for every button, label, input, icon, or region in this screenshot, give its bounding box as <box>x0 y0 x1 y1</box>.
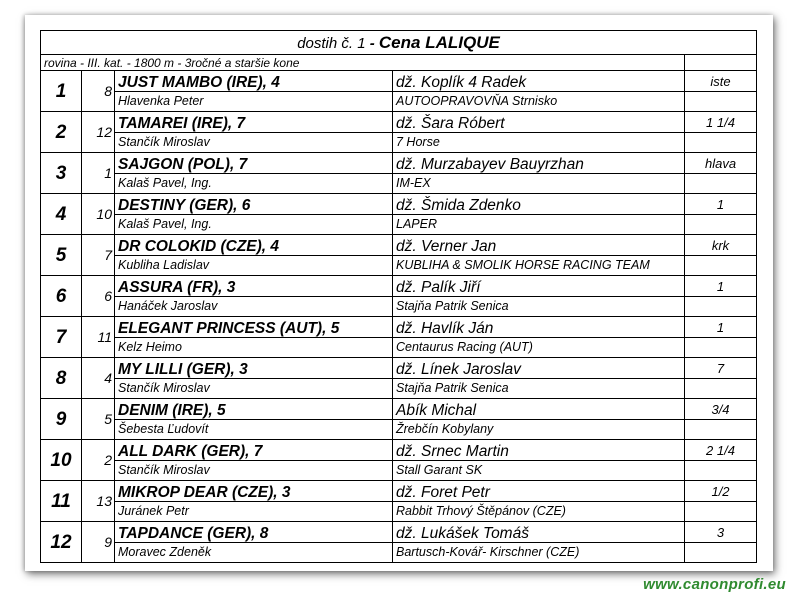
finish-margin: hlava <box>685 153 757 174</box>
trainer-name: Juránek Petr <box>115 502 393 522</box>
jockey-name: dž. Šmida Zdenko <box>393 194 685 215</box>
finish-position: 1 <box>41 71 82 112</box>
owner-name: Centaurus Racing (AUT) <box>393 338 685 358</box>
empty-cell <box>685 55 757 71</box>
finish-margin: iste <box>685 71 757 92</box>
owner-name: Žrebčín Kobylany <box>393 420 685 440</box>
horse-name: MY LILLI (GER), 3 <box>115 358 393 379</box>
empty-cell <box>685 461 757 481</box>
result-subrow <box>41 92 757 112</box>
result-subrow <box>41 133 757 153</box>
finish-margin: 3/4 <box>685 399 757 420</box>
trainer-name: Moravec Zdeněk <box>115 543 393 563</box>
starting-number: 5 <box>82 399 115 440</box>
starting-number: 8 <box>82 71 115 112</box>
empty-cell <box>685 502 757 522</box>
race-conditions: rovina - III. kat. - 1800 m - 3ročné a staršie kone <box>41 55 685 71</box>
result-subrow <box>41 215 757 235</box>
finish-margin: 1/2 <box>685 481 757 502</box>
starting-number: 13 <box>82 481 115 522</box>
owner-name: Rabbit Trhový Štěpánov (CZE) <box>393 502 685 522</box>
finish-margin: 7 <box>685 358 757 379</box>
owner-name: Bartusch-Kovář- Kirschner (CZE) <box>393 543 685 563</box>
result-row <box>41 71 757 92</box>
empty-cell <box>685 215 757 235</box>
empty-cell <box>685 338 757 358</box>
finish-position: 2 <box>41 112 82 153</box>
result-subrow <box>41 420 757 440</box>
result-row <box>41 399 757 420</box>
result-subrow <box>41 502 757 522</box>
horse-name: TAPDANCE (GER), 8 <box>115 522 393 543</box>
owner-name: KUBLIHA & SMOLIK HORSE RACING TEAM <box>393 256 685 276</box>
owner-name: Stall Garant SK <box>393 461 685 481</box>
horse-name: DR COLOKID (CZE), 4 <box>115 235 393 256</box>
finish-margin: 2 1/4 <box>685 440 757 461</box>
starting-number: 1 <box>82 153 115 194</box>
horse-name: ALL DARK (GER), 7 <box>115 440 393 461</box>
starting-number: 9 <box>82 522 115 563</box>
empty-cell <box>685 174 757 194</box>
starting-number: 6 <box>82 276 115 317</box>
result-row <box>41 276 757 297</box>
empty-cell <box>685 543 757 563</box>
race-number: dostih č. 1 <box>297 35 366 52</box>
jockey-name: dž. Lukášek Tomáš <box>393 522 685 543</box>
jockey-name: dž. Murzabayev Bauyrzhan <box>393 153 685 174</box>
owner-name: IM-EX <box>393 174 685 194</box>
finish-position: 5 <box>41 235 82 276</box>
starting-number: 7 <box>82 235 115 276</box>
finish-position: 6 <box>41 276 82 317</box>
result-row <box>41 440 757 461</box>
race-conditions-row <box>41 55 757 71</box>
trainer-name: Hanáček Jaroslav <box>115 297 393 317</box>
finish-position: 12 <box>41 522 82 563</box>
horse-name: TAMAREI (IRE), 7 <box>115 112 393 133</box>
starting-number: 12 <box>82 112 115 153</box>
owner-name: 7 Horse <box>393 133 685 153</box>
finish-position: 10 <box>41 440 82 481</box>
trainer-name: Stančík Miroslav <box>115 379 393 399</box>
result-row <box>41 358 757 379</box>
empty-cell <box>685 379 757 399</box>
owner-name: Stajňa Patrik Senica <box>393 379 685 399</box>
horse-name: SAJGON (POL), 7 <box>115 153 393 174</box>
finish-position: 4 <box>41 194 82 235</box>
trainer-name: Kalaš Pavel, Ing. <box>115 215 393 235</box>
title-dash: - <box>365 35 379 52</box>
owner-name: AUTOOPRAVOVŇA Strnisko <box>393 92 685 112</box>
result-row <box>41 522 757 543</box>
finish-margin: 3 <box>685 522 757 543</box>
watermark-text: www.canonprofi.eu <box>643 576 786 593</box>
empty-cell <box>685 92 757 112</box>
result-row <box>41 235 757 256</box>
owner-name: Stajňa Patrik Senica <box>393 297 685 317</box>
finish-position: 7 <box>41 317 82 358</box>
result-subrow <box>41 543 757 563</box>
empty-cell <box>685 420 757 440</box>
finish-margin: 1 1/4 <box>685 112 757 133</box>
trainer-name: Kubliha Ladislav <box>115 256 393 276</box>
horse-name: ASSURA (FR), 3 <box>115 276 393 297</box>
race-name: Cena LALIQUE <box>378 33 500 52</box>
result-subrow <box>41 338 757 358</box>
horse-name: JUST MAMBO (IRE), 4 <box>115 71 393 92</box>
result-row <box>41 481 757 502</box>
trainer-name: Kelz Heimo <box>115 338 393 358</box>
jockey-name: dž. Srnec Martin <box>393 440 685 461</box>
jockey-name: Abík Michal <box>393 399 685 420</box>
starting-number: 2 <box>82 440 115 481</box>
finish-margin: 1 <box>685 276 757 297</box>
finish-position: 9 <box>41 399 82 440</box>
finish-margin: 1 <box>685 194 757 215</box>
jockey-name: dž. Koplík 4 Radek <box>393 71 685 92</box>
jockey-name: dž. Palík Jiří <box>393 276 685 297</box>
horse-name: MIKROP DEAR (CZE), 3 <box>115 481 393 502</box>
trainer-name: Hlavenka Peter <box>115 92 393 112</box>
starting-number: 4 <box>82 358 115 399</box>
result-row <box>41 317 757 338</box>
jockey-name: dž. Línek Jaroslav <box>393 358 685 379</box>
jockey-name: dž. Havlík Ján <box>393 317 685 338</box>
result-row <box>41 112 757 133</box>
trainer-name: Šebesta Ľudovít <box>115 420 393 440</box>
result-subrow <box>41 256 757 276</box>
starting-number: 10 <box>82 194 115 235</box>
finish-position: 3 <box>41 153 82 194</box>
jockey-name: dž. Foret Petr <box>393 481 685 502</box>
result-subrow <box>41 379 757 399</box>
empty-cell <box>685 256 757 276</box>
trainer-name: Stančík Miroslav <box>115 461 393 481</box>
starting-number: 11 <box>82 317 115 358</box>
owner-name: LAPER <box>393 215 685 235</box>
jockey-name: dž. Verner Jan <box>393 235 685 256</box>
race-title-row <box>41 31 757 55</box>
result-subrow <box>41 174 757 194</box>
horse-name: DENIM (IRE), 5 <box>115 399 393 420</box>
finish-position: 8 <box>41 358 82 399</box>
jockey-name: dž. Šara Róbert <box>393 112 685 133</box>
horse-name: ELEGANT PRINCESS (AUT), 5 <box>115 317 393 338</box>
result-subrow <box>41 297 757 317</box>
race-title-cell <box>41 31 757 55</box>
finish-position: 11 <box>41 481 82 522</box>
empty-cell <box>685 133 757 153</box>
result-row <box>41 153 757 174</box>
trainer-name: Kalaš Pavel, Ing. <box>115 174 393 194</box>
finish-margin: krk <box>685 235 757 256</box>
finish-margin: 1 <box>685 317 757 338</box>
trainer-name: Stančík Miroslav <box>115 133 393 153</box>
empty-cell <box>685 297 757 317</box>
race-results-table <box>40 30 757 563</box>
horse-name: DESTINY (GER), 6 <box>115 194 393 215</box>
result-row <box>41 194 757 215</box>
result-subrow <box>41 461 757 481</box>
